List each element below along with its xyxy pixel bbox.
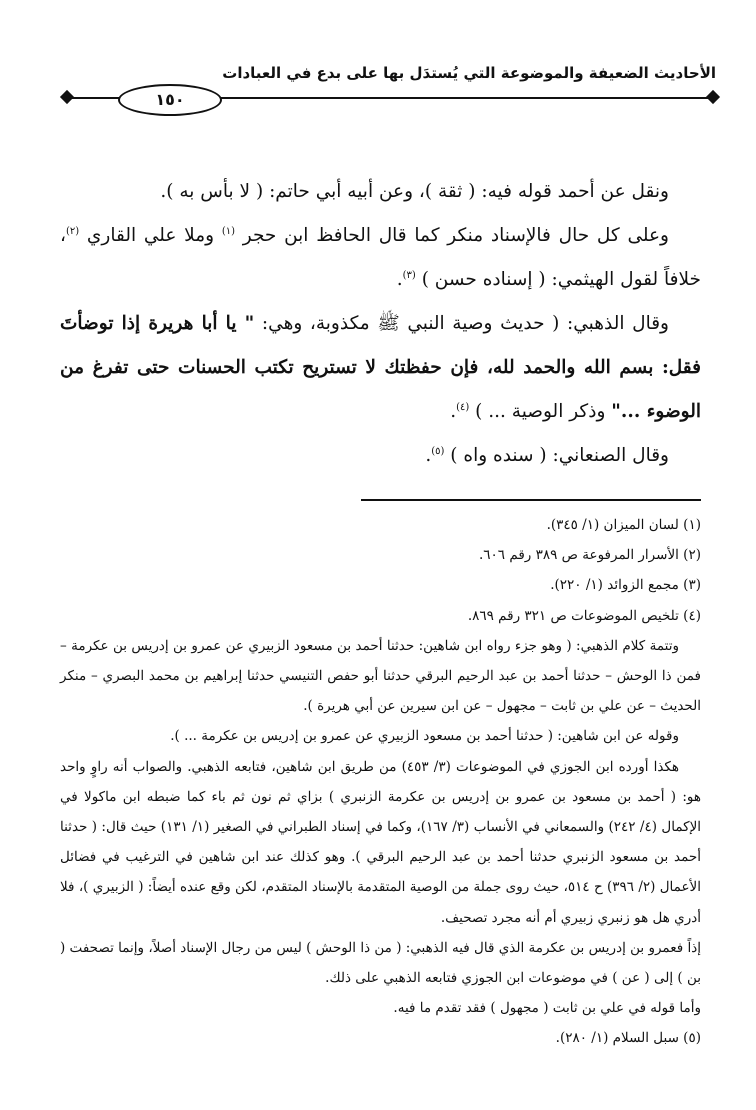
paragraph-1: ونقل عن أحمد قوله فيه: ( ثقة )، وعن أبيه أبي حاتم: ( لا بأس به ). — [160, 181, 669, 202]
paragraph-3 — [60, 302, 701, 434]
footnote-separator — [361, 499, 701, 501]
paragraph-2-part-c: ، خلافاً لقول الهيثمي: ( إسناده حسن ) — [60, 225, 701, 290]
footnote-4-paragraph-1: وتتمة كلام الذهبي: ( وهو جزء رواه ابن شاهين: حدثنا أحمد بن مسعود الزبيري عن عمرو بن إدريس بن عكرمة – فمن ذا الوحش – حدثنا أحمد بن عبد الرحيم البرقي حدثنا أبو حفص التنيسي حدثنا إبراهيم بن محمد البصري – منكر الحديث – عن علي بن ثابت – مجهول – عن ابن سيرين عن أبي هريرة ). — [60, 637, 701, 715]
footnote-ref-3[interactable]: (٣) — [402, 269, 416, 281]
footnote-4-paragraph-4: إذاً فعمرو بن إدريس بن عكرمة الذي قال فيه الذهبي: ( من ذا الوحش ) ليس من رجال الإسناد أصلاً، وإنما تصحفت ( بن ) إلى ( عن ) في موضوعات ابن الجوزي فتابعه الذهبي على ذلك. — [60, 939, 701, 987]
footnote-ref-4[interactable]: (٤) — [456, 401, 470, 413]
paragraph-2-part-a: وعلى كل حال فالإسناد منكر كما قال الحافظ ابن حجر — [242, 225, 669, 246]
footnote-5: (٥) سبل السلام (١/ ٢٨٠). — [555, 1030, 701, 1047]
footnote-4-paragraph-5: وأما قوله في علي بن ثابت ( مجهول ) فقد تقدم ما فيه. — [393, 1000, 701, 1017]
paragraph-2-part-d: . — [396, 269, 403, 290]
page-number: ١٥٠ — [118, 84, 222, 116]
footnote-ref-1[interactable]: (١) — [221, 225, 235, 237]
paragraph-2-part-b: وملا علي القاري — [86, 225, 215, 246]
footnote-3: (٣) مجمع الزوائد (١/ ٢٢٠). — [550, 577, 701, 594]
paragraph-4 — [60, 434, 701, 478]
header-right-diamond — [706, 90, 720, 104]
footnote-4-paragraph-2: وقوله عن ابن شاهين: ( حدثنا أحمد بن مسعود الزبيري عن عمرو بن إدريس بن عكرمة ... ). — [170, 728, 679, 745]
hadith-text: " يا أبا هريرة إذا توضأتَ فقل: بسم الله والحمد لله، فإن حفظتك لا تستريح تكتب الحسنات حتى تفرغ من الوضوء ..." — [60, 313, 701, 422]
running-title: الأحاديث الضعيفة والموضوعة التي يُستدَل بها على بدع في العبادات — [222, 64, 716, 82]
paragraph-4-part-a: وقال الصنعاني: ( سنده واه ) — [450, 445, 669, 466]
main-text — [60, 170, 701, 478]
footnote-4: (٤) تلخيص الموضوعات ص ٣٢١ رقم ٨٦٩. — [467, 607, 701, 624]
footnotes — [60, 510, 701, 1054]
paragraph-2 — [60, 214, 701, 302]
paragraph-3-part-c: . — [450, 401, 457, 422]
footnote-ref-5[interactable]: (٥) — [431, 445, 445, 457]
paragraph-3-part-a: وقال الذهبي: ( حديث وصية النبي ﷺ مكذوبة، وهي: — [254, 313, 669, 334]
footnote-1: (١) لسان الميزان (١/ ٣٤٥). — [546, 517, 701, 533]
paragraph-3-part-b: وذكر الوصية ... ) — [475, 401, 612, 422]
paragraph-4-part-b: . — [425, 445, 432, 466]
footnote-ref-2[interactable]: (٢) — [65, 225, 80, 237]
footnote-4-paragraph-3: هكذا أورده ابن الجوزي في الموضوعات (٣/ ٤٥٣) من طريق ابن شاهين، فتابعه الذهبي. والصواب أنه راوٍ واحد هو: ( أحمد بن مسعود بن عمرو بن إدريس بن عكرمة الزنبري ) بزاي ثم نون ثم باء كما ضبطه ابن ماكولا في الإكمال (٤/ ٢٤٢) والسمعاني في الأنساب (٣/ ١٦٧)، وكما في إسناد الطبراني في الصغير (١/ ١٣١) حيث قال: ( حدثنا أحمد بن مسعود الزنبري حدثنا أحمد بن عبد الرحيم البرقي ). وهو كذلك عند ابن شاهين في الترغيب في فضائل الأعمال (٢/ ٣٩٦) ح ٥١٤، حيث روى جملة من الوصية المتقدمة بالإسناد المتقدم، لكن وقع عنده أيضاً: ( الزبيري )، فلا أدري هل هو زنبري زبيري أم أنه مجرد تصحيف. — [60, 758, 702, 926]
footnote-2: (٢) الأسرار المرفوعة ص ٣٨٩ رقم ٦٠٦. — [479, 547, 701, 564]
